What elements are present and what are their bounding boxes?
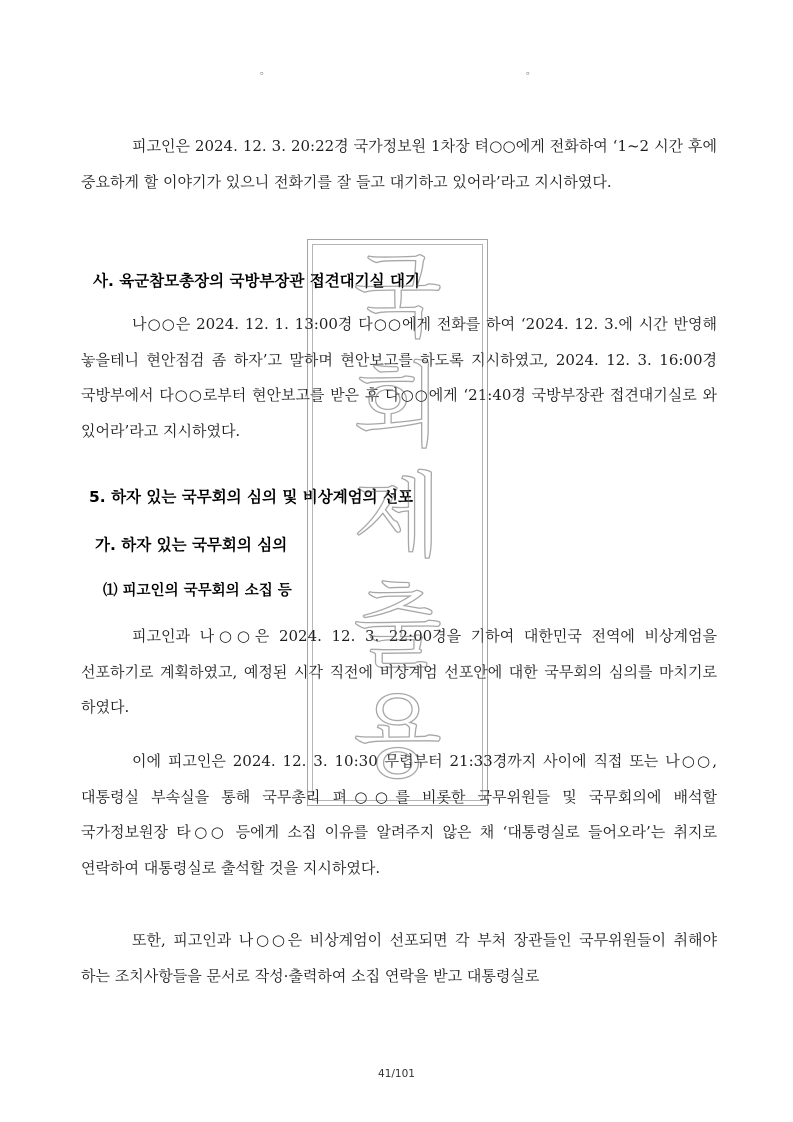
paragraph-plan: 피고인과 나○○은 2024. 12. 3. 22:00경을 기하여 대한민국 전역에 비상계엄을 선포하기로 계획하였고, 예정된 시각 직전에 비상계엄 선포안에 대한 국무회의 심의를 마치기로 하였다. — [81, 627, 717, 716]
header-mark-right: 。 — [526, 66, 536, 77]
section-heading-1: ⑴ 피고인의 국무회의 소집 등 — [103, 583, 292, 599]
stamp-char-5: 용 — [353, 683, 442, 790]
paragraph-phone-call: 피고인은 2024. 12. 3. 20:22경 국가정보원 1차장 텨○○에게 전화하여 ‘1~2 시간 후에 중요하게 할 이야기가 있으니 전화기를 잘 들고 대기하고 있어라’라고 지시하였다. — [81, 137, 717, 191]
section-heading-ga: 가. 하자 있는 국무회의 심의 — [95, 536, 288, 554]
stamp-char-2: 회 — [353, 353, 442, 460]
section-heading-5: 5. 하자 있는 국무회의 심의 및 비상계엄의 선포 — [89, 488, 413, 506]
section-heading-sa: 사. 육군참모총장의 국방부장관 접견대기실 대기 — [93, 272, 420, 290]
paragraph-measures: 또한, 피고인과 나○○은 비상계엄이 선포되면 각 부처 장관들인 국무위원들이 취해야 하는 조치사항들을 문서로 작성·출력하여 소집 연락을 받고 대통령실로 — [81, 931, 717, 985]
page-number: 41/101 — [378, 1068, 415, 1080]
stamp-char-4: 출 — [353, 573, 442, 680]
header-mark-left: 。 — [260, 66, 270, 77]
stamp-char-3: 제 — [353, 463, 442, 570]
paragraph-summons: 이에 피고인은 2024. 12. 3. 10:30 무렵부터 21:33경까지 사이에 직접 또는 나○○, 대통령실 부속실을 통해 국무총리 펴○○를 비롯한 국무위원들 및 국무회의에 배석할 국가정보원장 타○○ 등에게 소집 이유를 알려주지 않은 채 ‘대통령실로 들어오라’는 취지로 연락하여 대통령실로 출석할 것을 지시하였다. — [81, 752, 717, 877]
stamp-char-1: 국 — [353, 243, 442, 350]
paragraph-briefing: 나○○은 2024. 12. 1. 13:00경 다○○에게 전화를 하여 ‘2024. 12. 3.에 시간 반영해 놓을테니 현안점검 좀 하자’고 말하며 현안보고를 하도록 지시하였고, 2024. 12. 3. 16:00경 국방부에서 다○○로부터 현안보고를 받은 후 다○○에게 ‘21:40경 국방부장관 접견대기실로 와 있어라’라고 지시하였다. — [81, 315, 717, 440]
